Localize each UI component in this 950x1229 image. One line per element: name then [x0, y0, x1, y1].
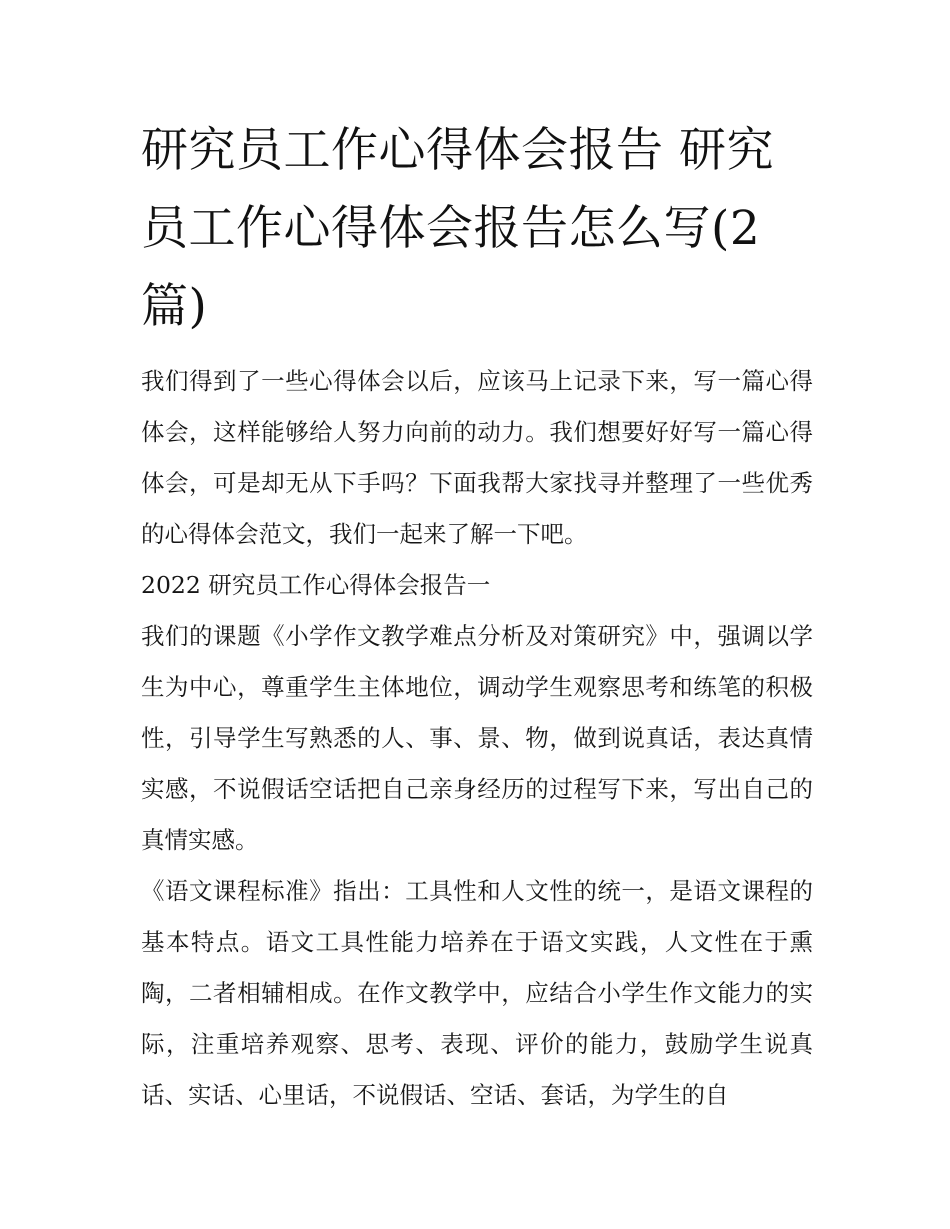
body-paragraph: 我们的课题《小学作文教学难点分析及对策研究》中，强调以学生为中心，尊重学生主体地位，调动学生观察思考和练笔的积极性，引导学生写熟悉的人、事、景、物，做到说真话，表达真情实感，不说假话空话把自己亲身经历的过程写下来，写出自己的真情实感。 — [141, 622, 813, 854]
section-heading: 2022 研究员工作心得体会报告一 — [141, 571, 491, 599]
document-body — [141, 356, 813, 1121]
document-content — [141, 112, 813, 1121]
document-title: 研究员工作心得体会报告 研究员工作心得体会报告怎么写(2篇) — [141, 123, 774, 334]
body-paragraph: 《语文课程标准》指出：工具性和人文性的统一，是语文课程的基本特点。语文工具性能力培养在于语文实践，人文性在于熏陶，二者相辅相成。在作文教学中，应结合小学生作文能力的实际，注重培养观察、思考、表现、评价的能力，鼓励学生说真话、实话、心里话，不说假话、空话、套话，为学生的自 — [141, 877, 813, 1109]
intro-paragraph: 我们得到了一些心得体会以后，应该马上记录下来，写一篇心得体会，这样能够给人努力向前的动力。我们想要好好写一篇心得体会，可是却无从下手吗？下面我帮大家找寻并整理了一些优秀的心得体会范文，我们一起来了解一下吧。 — [141, 367, 813, 548]
